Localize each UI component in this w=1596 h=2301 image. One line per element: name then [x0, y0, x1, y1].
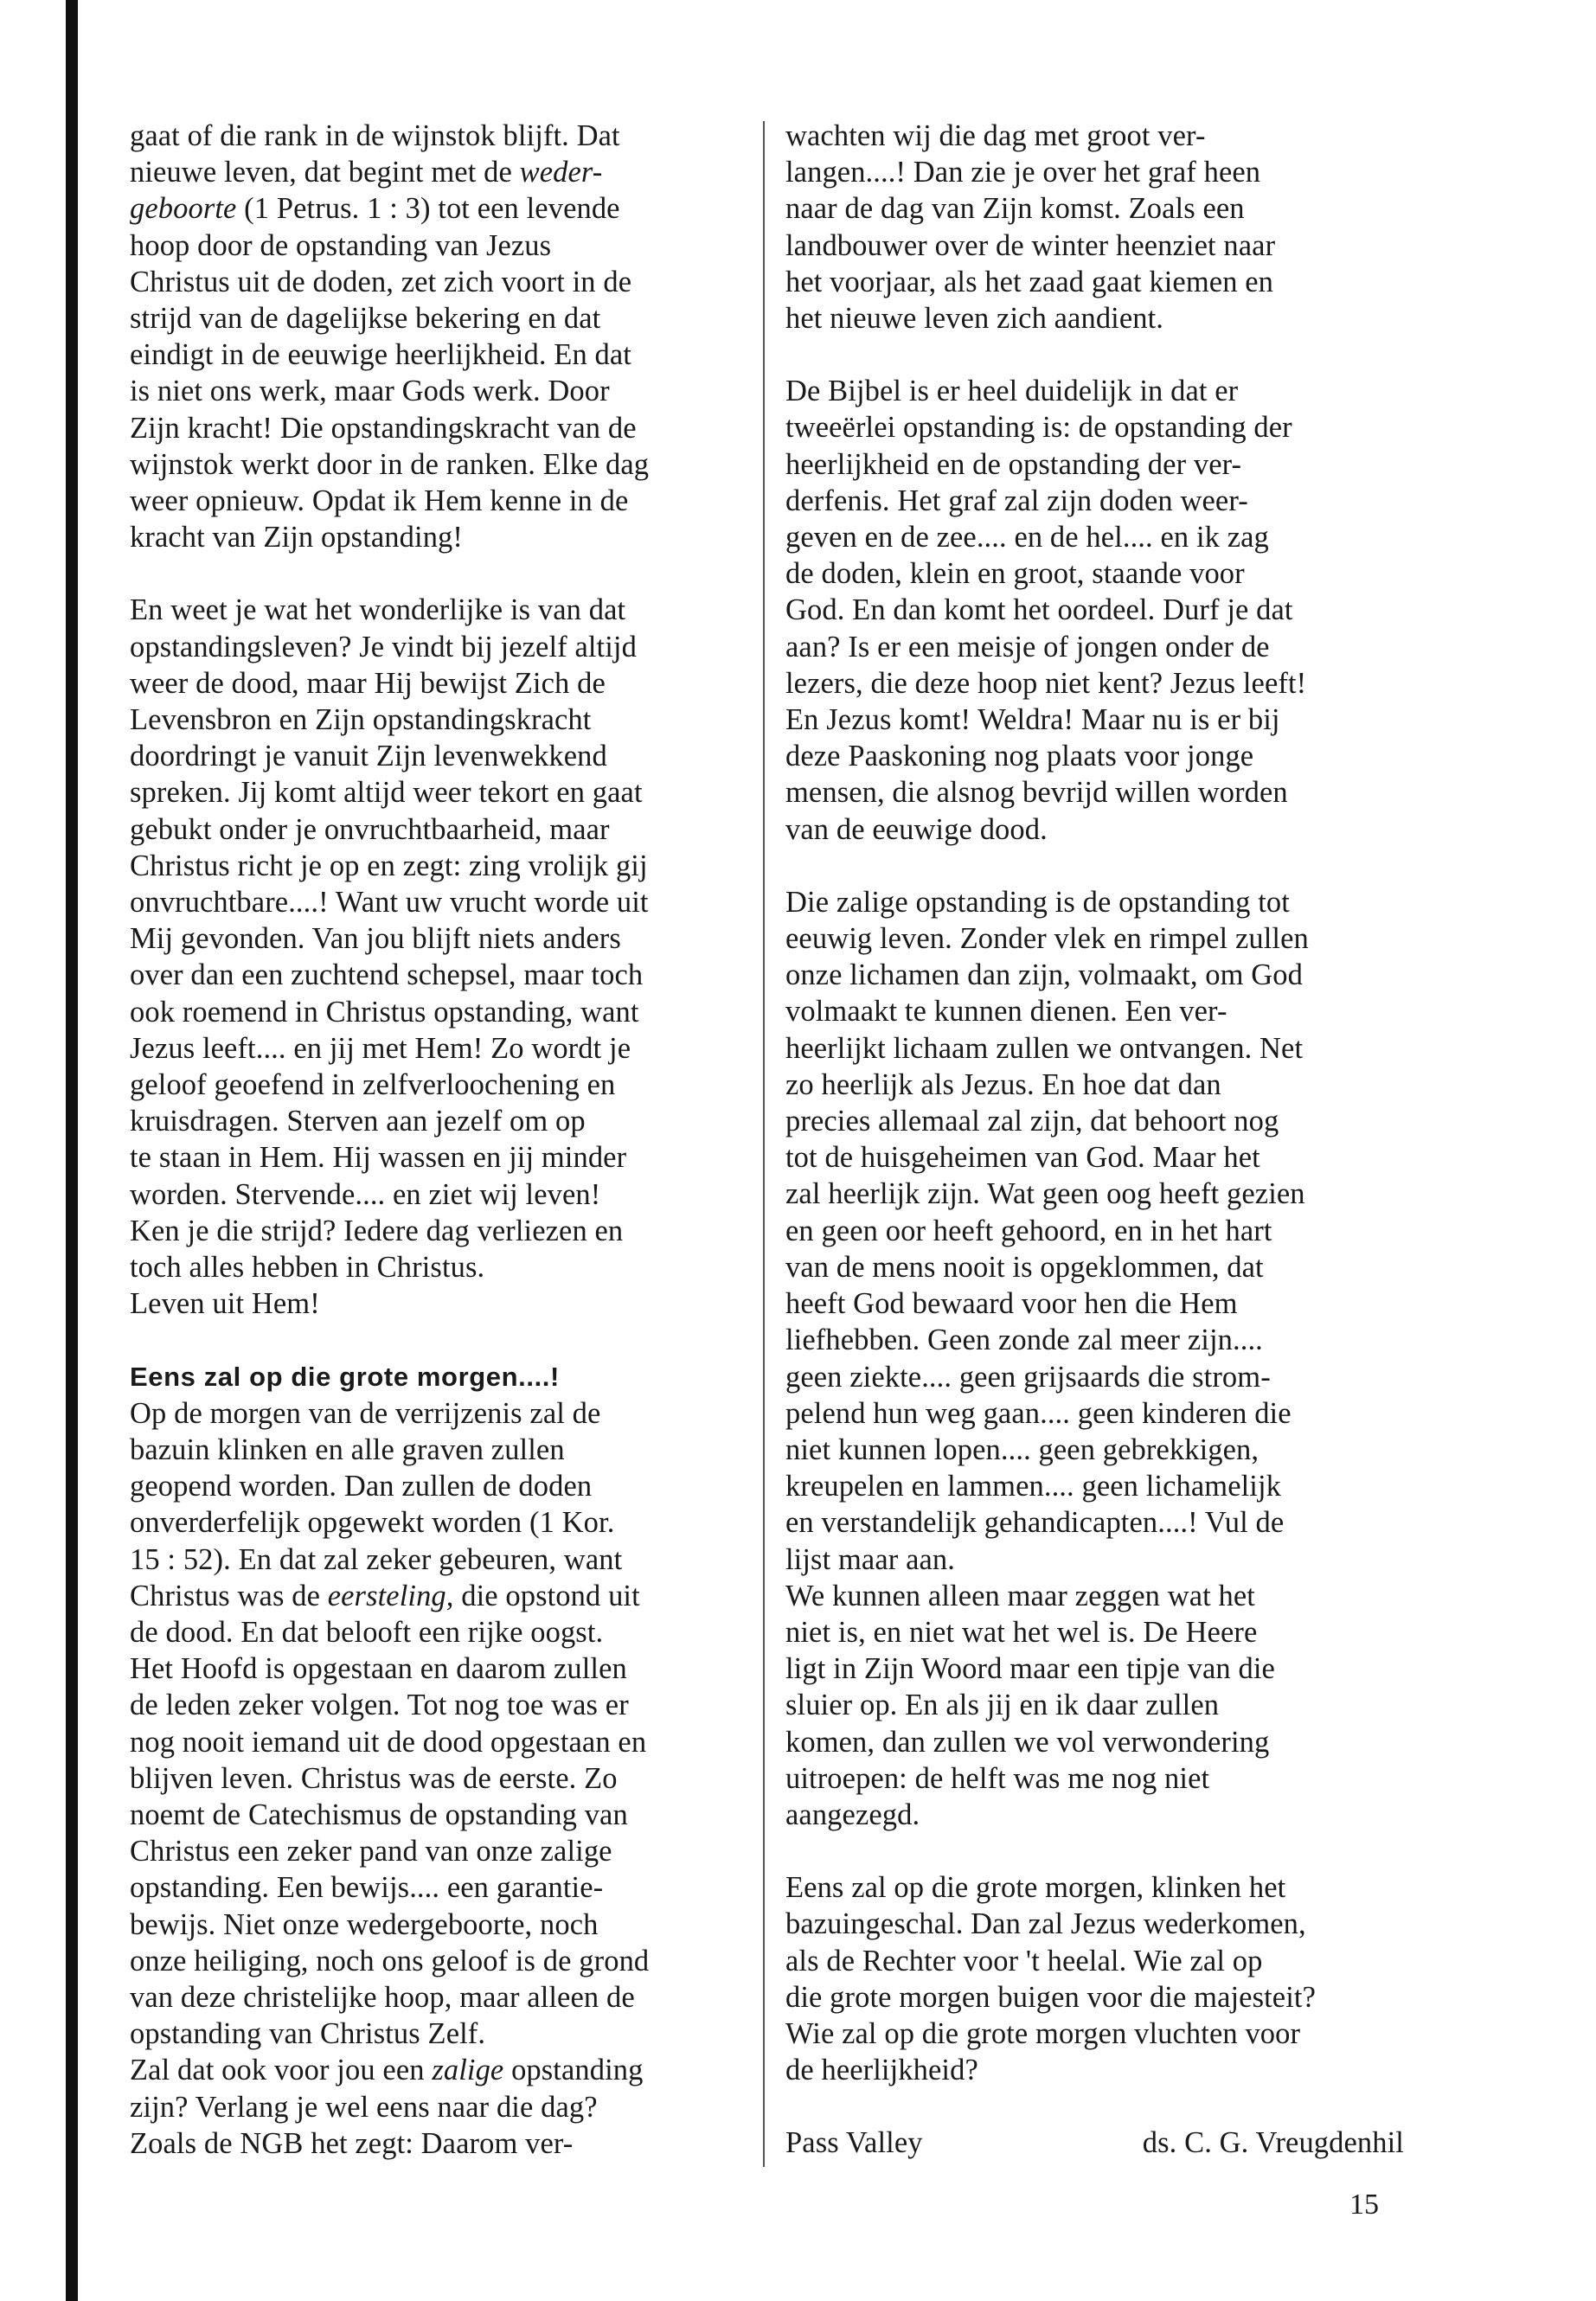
- text-line: hoop door de opstanding van Jezus: [130, 228, 552, 262]
- left-column: [130, 118, 753, 2162]
- text-line: heeft God bewaard voor hen die Hem: [785, 1287, 1238, 1321]
- text-line: de dood. En dat belooft een rijke oogst.: [130, 1615, 604, 1649]
- text-line: kreupelen en lammen.... geen lichamelijk: [785, 1470, 1282, 1503]
- text-line: van de mens nooit is opgeklommen, dat: [785, 1250, 1264, 1284]
- right-paragraph-3: [785, 884, 1417, 1833]
- text-line: deze Paaskoning nog plaats voor jonge: [785, 740, 1254, 773]
- text-line: van deze christelijke hoop, maar alleen de: [130, 1980, 635, 2014]
- text-line: tot de huisgeheimen van God. Maar het: [785, 1141, 1260, 1175]
- text-line: geboorte (1 Petrus. 1 : 3) tot een levende: [130, 192, 620, 226]
- text-line: van de eeuwige dood.: [785, 812, 1048, 846]
- text-line: lijst maar aan.: [785, 1542, 955, 1576]
- text-line: zal heerlijk zijn. Wat geen oog heeft gezien: [785, 1177, 1305, 1211]
- text-line: En weet je wat het wonderlijke is van dat: [130, 593, 626, 627]
- text-line: noemt de Catechismus de opstanding van: [130, 1798, 628, 1831]
- column-divider: [763, 121, 765, 2167]
- italic-word: zalige: [432, 2054, 504, 2087]
- text-line: geven en de zee.... en de hel.... en ik zag: [785, 521, 1269, 554]
- text-line: opstanding van Christus Zelf.: [130, 2017, 486, 2051]
- text-line: en geen oor heeft gehoord, en in het hart: [785, 1214, 1272, 1247]
- text-line: die grote morgen buigen voor die majesteit?: [785, 1980, 1316, 2014]
- text-line: liefhebben. Geen zonde zal meer zijn....: [785, 1324, 1263, 1357]
- text-line: Op de morgen van de verrijzenis zal de: [130, 1396, 601, 1430]
- text-line: volmaakt te kunnen dienen. Een ver-: [785, 995, 1227, 1029]
- text-line: We kunnen alleen maar zeggen wat het: [785, 1579, 1255, 1612]
- text-line: het nieuwe leven zich aandient.: [785, 302, 1164, 336]
- text-line: bazuin klinken en alle graven zullen: [130, 1433, 565, 1466]
- text-line: Leven uit Hem!: [130, 1287, 320, 1321]
- text-line: doordringt je vanuit Zijn levenwekkend: [130, 740, 607, 773]
- text-line: nieuwe leven, dat begint met de weder-: [130, 156, 603, 189]
- text-line: Christus richt je op en zegt: zing vrolijk gij: [130, 849, 648, 882]
- text-line: zo heerlijk als Jezus. En hoe dat dan: [785, 1067, 1221, 1101]
- text-line: nog nooit iemand uit de dood opgestaan en: [130, 1725, 647, 1759]
- text-line: toch alles hebben in Christus.: [130, 1251, 485, 1285]
- text-line: onverderfelijk opgewekt worden (1 Kor.: [130, 1506, 615, 1540]
- right-paragraph-1: [785, 118, 1417, 336]
- text-line: naar de dag van Zijn komst. Zoals een: [785, 192, 1245, 226]
- italic-word: weder-: [519, 156, 603, 189]
- text-line: over dan een zuchtend schepsel, maar toch: [130, 958, 644, 992]
- text-line: eeuwig leven. Zonder vlek en rimpel zullen: [785, 922, 1309, 956]
- left-paragraph-2: [130, 592, 753, 1322]
- text-line: Het Hoofd is opgestaan en daarom zullen: [130, 1652, 627, 1686]
- text-line: Ken je die strijd? Iedere dag verliezen en: [130, 1214, 624, 1247]
- page-binding-edge: [66, 0, 78, 2301]
- text-line: precies allemaal zal zijn, dat behoort nog: [785, 1105, 1279, 1138]
- text-line: De Bijbel is er heel duidelijk in dat er: [785, 375, 1239, 408]
- heading-text: Eens zal op die grote morgen....!: [130, 1361, 560, 1392]
- text-line: aangezegd.: [785, 1798, 920, 1831]
- text-line: strijd van de dagelijkse bekering en dat: [130, 302, 601, 336]
- text-line: kracht van Zijn opstanding!: [130, 521, 463, 554]
- text-line: eindigt in de eeuwige heerlijkheid. En dat: [130, 338, 631, 372]
- left-paragraph-1: [130, 118, 753, 555]
- italic-word: eersteling,: [327, 1579, 454, 1612]
- text-line: En Jezus komt! Weldra! Maar nu is er bij: [785, 703, 1280, 737]
- text-line: Wie zal op die grote morgen vluchten voor: [785, 2016, 1301, 2050]
- text-line: pelend hun weg gaan.... geen kinderen die: [785, 1396, 1292, 1430]
- page-number: 15: [1349, 2189, 1379, 2221]
- right-column: [785, 118, 1417, 2162]
- text-line: de doden, klein en groot, staande voor: [785, 557, 1245, 591]
- text-line: landbouwer over de winter heenziet naar: [785, 228, 1276, 262]
- text-line: Zoals de NGB het zegt: Daarom ver-: [130, 2126, 574, 2160]
- text-line: heerlijkheid en de opstanding der ver-: [785, 447, 1242, 481]
- text-line: geloof geoefend in zelfverloochening en: [130, 1068, 616, 1102]
- text-line: worden. Stervende.... en ziet wij leven!: [130, 1177, 601, 1211]
- text-line: weer opnieuw. Opdat ik Hem kenne in de: [130, 484, 629, 518]
- signature: [785, 2125, 1404, 2161]
- text-line: Mij gevonden. Van jou blijft niets anders: [130, 922, 621, 956]
- text-line: opstandingsleven? Je vindt bij jezelf altijd: [130, 630, 637, 663]
- text-line: mensen, die alsnog bevrijd willen worden: [785, 776, 1288, 810]
- text-line: langen....! Dan zie je over het graf heen: [785, 156, 1261, 189]
- text-line: Zijn kracht! Die opstandingskracht van de: [130, 411, 637, 445]
- text-line: onvruchtbare....! Want uw vrucht worde uit: [130, 886, 649, 920]
- text-line: ligt in Zijn Woord maar een tipje van die: [785, 1652, 1275, 1686]
- text-line: kruisdragen. Sterven aan jezelf om op: [130, 1105, 586, 1138]
- text-line: wijnstok werkt door in de ranken. Elke dag: [130, 447, 650, 481]
- text-line: niet is, en niet wat het wel is. De Heere: [785, 1615, 1258, 1649]
- text-line: onze heiliging, noch ons geloof is de grond: [130, 1944, 650, 1977]
- text-line: niet kunnen lopen.... geen gebrekkigen,: [785, 1433, 1259, 1466]
- text-line: komen, dan zullen we vol verwondering: [785, 1725, 1270, 1759]
- text-line: wachten wij die dag met groot ver-: [785, 119, 1206, 152]
- text-line: bewijs. Niet onze wedergeboorte, noch: [130, 1907, 599, 1941]
- text-line: geen ziekte.... geen grijsaards die strom-: [785, 1360, 1271, 1394]
- text-line: Christus was de eersteling, die opstond uit: [130, 1579, 640, 1612]
- left-paragraph-3: [130, 1395, 753, 2162]
- text-line: lezers, die deze hoop niet kent? Jezus leeft!: [785, 666, 1307, 700]
- text-line: Eens zal op die grote morgen, klinken het: [785, 1871, 1286, 1905]
- text-line: tweeërlei opstanding is: de opstanding der: [785, 411, 1292, 445]
- text-line: sluier op. En als jij en ik daar zullen: [785, 1689, 1220, 1722]
- text-line: gebukt onder je onvruchtbaarheid, maar: [130, 812, 610, 846]
- text-line: het voorjaar, als het zaad gaat kiemen en: [785, 265, 1274, 298]
- text-line: Christus een zeker pand van onze zalige: [130, 1835, 612, 1868]
- signature-author: ds. C. G. Vreugdenhil: [1142, 2126, 1404, 2160]
- text-line: ook roemend in Christus opstanding, want: [130, 995, 639, 1029]
- text-line: opstanding. Een bewijs.... een garantie-: [130, 1871, 604, 1905]
- text-line: en verstandelijk gehandicapten....! Vul de: [785, 1506, 1285, 1540]
- text-line: aan? Is er een meisje of jongen onder de: [785, 630, 1270, 663]
- text-line: blijven leven. Christus was de eerste. Zo: [130, 1761, 618, 1795]
- text-line: Christus uit de doden, zet zich voort in de: [130, 265, 632, 298]
- text-line: Levensbron en Zijn opstandingskracht: [130, 703, 592, 737]
- text-line: als de Rechter voor 't heelal. Wie zal op: [785, 1944, 1263, 1977]
- text-line: 15 : 52). En dat zal zeker gebeuren, want: [130, 1542, 623, 1576]
- text-line: Jezus leeft.... en jij met Hem! Zo wordt je: [130, 1031, 631, 1065]
- text-line: derfenis. Het graf zal zijn doden weer-: [785, 484, 1248, 517]
- text-line: onze lichamen dan zijn, volmaakt, om God: [785, 958, 1303, 992]
- text-line: spreken. Jij komt altijd weer tekort en gaat: [130, 776, 643, 810]
- right-paragraph-2: [785, 373, 1417, 848]
- text-line: gaat of die rank in de wijnstok blijft. Dat: [130, 119, 620, 152]
- text-line: is niet ons werk, maar Gods werk. Door: [130, 375, 610, 408]
- text-line: God. En dan komt het oordeel. Durf je dat: [785, 593, 1293, 627]
- text-line: uitroepen: de helft was me nog niet: [785, 1761, 1210, 1795]
- text-line: heerlijkt lichaam zullen we ontvangen. Net: [785, 1031, 1304, 1065]
- text-line: bazuingeschal. Dan zal Jezus wederkomen,: [785, 1907, 1306, 1941]
- text-line: de heerlijkheid?: [785, 2054, 978, 2087]
- text-line: zijn? Verlang je wel eens naar die dag?: [130, 2090, 598, 2124]
- text-line: te staan in Hem. Hij wassen en jij minder: [130, 1141, 627, 1175]
- text-line: de leden zeker volgen. Tot nog toe was er: [130, 1689, 629, 1722]
- text-line: weer de dood, maar Hij bewijst Zich de: [130, 666, 606, 700]
- right-paragraph-4: [785, 1869, 1417, 2088]
- text-line: Die zalige opstanding is de opstanding tot: [785, 885, 1290, 919]
- italic-word: geboorte: [130, 192, 237, 226]
- text-line: geopend worden. Dan zullen de doden: [130, 1470, 593, 1503]
- text-line: Zal dat ook voor jou een zalige opstanding: [130, 2054, 644, 2087]
- signature-place: Pass Valley: [785, 2126, 923, 2160]
- section-heading: [130, 1359, 753, 1395]
